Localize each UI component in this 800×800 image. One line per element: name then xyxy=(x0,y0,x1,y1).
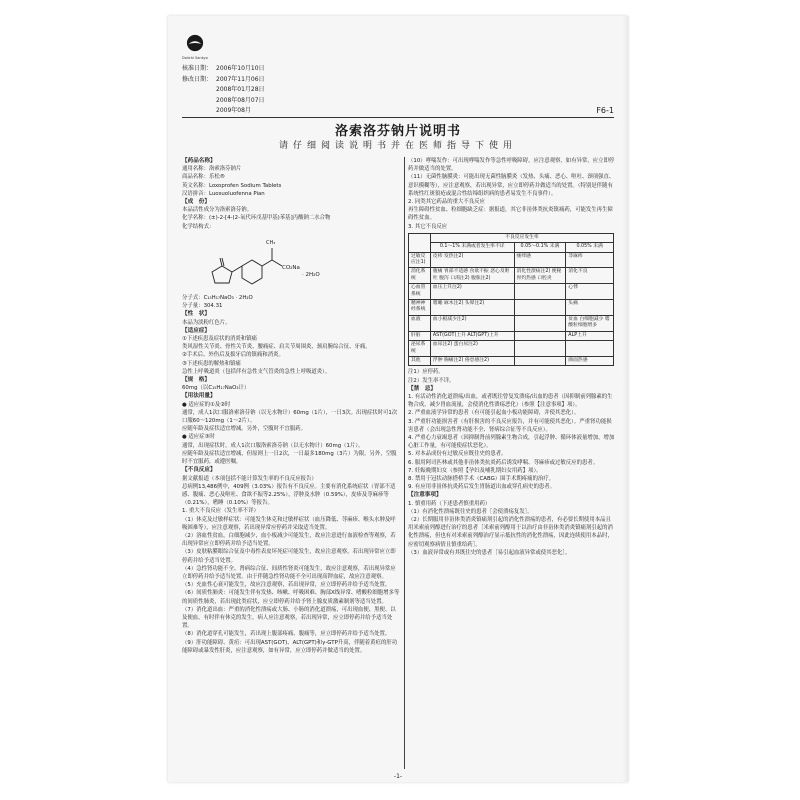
reaction-cell: AST(GOT)上升 ALT(GPT)上升 xyxy=(430,331,514,340)
section-heading-usage: 【用法用量】 xyxy=(182,393,216,400)
text-line: （2）长期服用非甾体类消炎镇痛剂引起的消化性溃疡的患者，有必要长期使用本品且用米索前列醇进行治疗的患者［米索前列醇用于以治疗由非甾体类消炎镇痛剂引起的消化性溃疡，但也有对米索前列醇治疗显示抵抗性的消化性溃疡，因此连续使用本品时，应密切观察病情且慎重给药］。 xyxy=(408,516,613,548)
frequency-header: 不良反应发生率 xyxy=(430,233,613,242)
text-line: 6. 服用阿司匹林或其他非甾体类抗炎药后诱发哮喘、荨麻疹或过敏反应的患者。 xyxy=(408,459,599,466)
text-line: 7. 妊娠晚期妇女（参照【孕妇及哺乳期妇女用药】项）。 xyxy=(408,467,542,474)
text-line: （3）血液异常或有其既往史的患者［易引起血液异常或使其恶化］。 xyxy=(408,549,571,556)
carboxylate-label: CO₂Na xyxy=(282,264,300,271)
table-row xyxy=(409,252,614,268)
adverse-reactions-block xyxy=(182,475,400,655)
table-row xyxy=(409,300,614,316)
text-line: （6）间质性肺炎：可能发生伴有发热、咳嗽、呼吸困难、胸部X线异常、嗜酸粒细胞增多等的间质性肺炎，若出现此类症状，应立即停药并给予肾上腺皮质激素制剂等适当处置。 xyxy=(182,590,400,605)
text-line: （1）有消化性溃疡既往史的患者［会使溃疡复发］。 xyxy=(408,508,533,515)
frequency-column-header: 0.1～1% 未满或者发生率不详 xyxy=(430,243,514,252)
text-line: 注2）发生率不详。 xyxy=(408,377,455,384)
reaction-cell: 腹痛 胃部不适感 食欲不振 恶心及呕吐 腹泻 口渴注2) 腹胀注2) xyxy=(430,268,514,284)
reaction-cell xyxy=(514,331,566,340)
reaction-cell: 血尿注2) 蛋白尿注2) xyxy=(430,341,514,357)
section-heading-composition: 【成 份】 xyxy=(182,199,210,206)
section-heading-indications: 【适应症】 xyxy=(182,327,210,334)
text-line: 分子式：C₁₅H₁₇NaO₃ · 2H₂O xyxy=(182,295,253,302)
formula-block xyxy=(182,294,400,310)
text-line: 8. 禁用于冠状动脉搭桥手术（CABG）围手术期疼痛的治疗。 xyxy=(408,475,555,482)
column-divider xyxy=(404,157,405,769)
reaction-cell: 贫血 白细胞减少 嗜酸粒细胞增多 xyxy=(566,315,614,331)
text-line: 注1）应停药。 xyxy=(408,369,444,376)
text-line: 再生障碍性贫血、粒细胞缺乏症：据报道，其它非甾体类抗炎镇痛药，可能发生再生障碍性贫血。 xyxy=(408,207,613,222)
section-heading-contraindications: 【禁 忌】 xyxy=(408,385,436,392)
text-line: （1）休克及过敏样症状：可能发生休克和过敏样症状（血压降低、荨麻疹、喉头水肿及呼吸困难等），应注意观察，若出现异常应停药并采取适当处置。 xyxy=(182,516,396,531)
text-line: 急性上呼吸道炎（包括伴有急性支气管炎的急性上呼吸道炎）。 xyxy=(182,368,331,375)
organ-system-cell: 血液 xyxy=(409,315,431,331)
methyl-label: CH₃ xyxy=(266,239,276,246)
reaction-cell: 荨麻疹 xyxy=(566,252,614,268)
table-notes xyxy=(408,368,616,384)
organ-system-cell: 其他 xyxy=(409,356,431,365)
text-line: 英文名称：Loxoprofen Sodium Tablets xyxy=(182,182,282,189)
text-line: ②手术后、外伤后及拔牙后的镇痛和消炎。 xyxy=(182,352,284,359)
reaction-cell: 消化不良 xyxy=(566,268,614,284)
reaction-cell: 皮疹 发热注2) xyxy=(430,252,514,268)
text-line: （7）消化道出血：严重的消化性溃疡或大肠、小肠的消化道溃疡，可出现血便、黑便、以及便血，有时伴有休克的发生，病人应注意观察，若出现异常，应立即停药并给予适当处置。 xyxy=(182,606,396,630)
chemical-structure-diagram xyxy=(202,232,332,290)
section-heading-description: 【性 状】 xyxy=(182,311,210,318)
text-line: ①下述疾患及症状的消炎和镇痛 xyxy=(182,336,257,343)
reaction-cell: 颜面热感 xyxy=(566,356,614,365)
text-line: （2）溶血性贫血，白细胞减少，血小板减少可能发生，故应注意进行血液检查等观察，若出现异常应立即停药并给予适当处置。 xyxy=(182,532,396,548)
organ-system-cell: 精神神经系统 xyxy=(409,300,431,316)
contraindications-block xyxy=(408,393,616,491)
text-line: 本品为淡粉红色片。 xyxy=(182,319,231,326)
table-row xyxy=(409,284,614,300)
date-value: 2007年11月06日 xyxy=(216,75,265,83)
text-line: 应随年龄及症状适宜增减。另外，空腹时不宜服药。 xyxy=(182,426,306,433)
approval-dates xyxy=(182,64,265,117)
reaction-cell: 头痛 xyxy=(566,300,614,316)
table-row xyxy=(409,315,614,331)
organ-system-cell: 过敏反应注1) xyxy=(409,252,431,268)
organ-system-cell: 肝脏 xyxy=(409,331,431,340)
date-row xyxy=(182,64,265,75)
text-line: （10）哮喘发作：可出现哮喘发作等急性呼吸障碍，应注意观察，如有异常，应立即停药并做适当的处置。 xyxy=(408,158,615,173)
section-heading-name: 【药品名称】 xyxy=(182,158,216,164)
reaction-cell xyxy=(566,341,614,357)
text-line: 通常，成人1次口服洛索洛芬钠（以无水物计）60mg（1片），一日3次。出现症状时可1次口服60～120mg（1～2片）。 xyxy=(182,409,398,425)
text-line: 1. 重大不良反应（发生率不详） xyxy=(182,508,259,515)
text-line: 通常，出现症状时，成人1次口服洛索洛芬钠（以无水物计）60mg（1片）。 xyxy=(182,442,364,449)
section-heading-adverse-reactions: 【不良反应】 xyxy=(182,467,216,474)
text-line: 1. 有活动性消化道溃疡/出血，或者既往曾复发溃疡/出血的患者（因抑制前列腺素的生物合成，减少胃血流量，会使消化性溃疡恶化）（参照【注意事项】项）。 xyxy=(408,393,613,409)
brand-name: Daiichi Sankyo xyxy=(182,56,208,60)
indications-block xyxy=(182,335,400,376)
date-row xyxy=(182,96,265,107)
text-line: 本品活性成分为洛索洛芬钠。 xyxy=(182,207,253,214)
right-column xyxy=(408,157,616,772)
reaction-cell xyxy=(514,341,566,357)
table-row xyxy=(409,341,614,357)
description-block xyxy=(182,319,400,327)
document-subtitle: 请仔细阅读说明书并在医师指导下使用 xyxy=(278,141,517,151)
adverse-reaction-table-wrap xyxy=(408,233,616,367)
text-line: 总病例13,486例中，409例（3.03%）报告有不良反应。主要有消化系统症状（胃部不适感、腹痛、恶心及呕吐、食欲不振等2.25%），浮肿及水肿（0.59%），皮疹及荨麻疹等（0.21%），嗜睡（0.10%）等报告。 xyxy=(182,483,396,507)
reaction-cell xyxy=(514,284,566,300)
date-value: 2006年10月10日 xyxy=(216,65,265,72)
header-rule xyxy=(182,117,614,118)
text-line: 应随年龄及症状适宜增减，但原则上一日2次，一日最多180mg（3片）为限。另外，空腹时不宜服药，或遵医嘱。 xyxy=(182,450,397,466)
organ-system-cell: 泌尿系统 xyxy=(409,341,431,357)
text-line: 60mg（以C₁₅H₁₇NaO₃计） xyxy=(182,385,250,392)
reaction-cell: 瘙痒感 xyxy=(514,252,566,268)
reaction-cell xyxy=(514,356,566,365)
text-line: （9）肝功能障碍、黄疸：可出现AST(GOT)、ALT(GPT)和γ-GTP升高，伴随着黄疸的肝功能障碍或暴发性肝炎，应注意观察，如有异常，应立即停药并做适当的处置。 xyxy=(182,639,398,654)
date-row xyxy=(182,106,265,117)
precautions-block xyxy=(408,500,616,557)
adverse-reactions-continued xyxy=(408,157,616,231)
reaction-cell: 血压上升注2) xyxy=(430,284,514,300)
organ-system-cell: 消化系统 xyxy=(409,268,431,284)
table-row xyxy=(409,268,614,284)
text-line: 9. 有应用非甾体抗炎药后发生胃肠道出血或穿孔病史的患者。 xyxy=(408,484,556,491)
text-line: 2. 严重血液学异常的患者（有可能引起血小板功能障碍，并使其恶化）。 xyxy=(408,410,580,417)
text-line: 化学名称：(±)-2-[4-(2-氧代环戊基甲基)苯基]丙酸钠二水合物 xyxy=(182,215,331,222)
composition-block xyxy=(182,206,400,231)
package-insert-sheet xyxy=(168,16,628,782)
reaction-cell: 心悸 xyxy=(566,284,614,300)
date-row xyxy=(182,85,265,96)
date-value: 2008年08月07日 xyxy=(216,96,265,104)
reaction-cell: 血小板减少注2) xyxy=(430,315,514,331)
text-line: 据文献报道（本项包括不能计算发生率的不良反应报告） xyxy=(182,475,317,482)
reaction-cell: 消化性溃疡注2) 便秘 胃灼热感 口腔炎 xyxy=(514,268,566,284)
reaction-cell: 嗜睡 麻木注2) 头晕注2) xyxy=(430,300,514,316)
text-line: （4）急性肾功能不全、肾病综合征、间质性肾炎可能发生，故应注意观察，若出现异常应立即停药并给予适当处置。由于伴随急性肾功能不全可出现高钾血症，故应注意观察。 xyxy=(182,565,396,580)
text-line: 通用名称：洛索洛芬钠片 xyxy=(182,166,242,173)
usage-block xyxy=(182,401,400,467)
organ-system-cell: 心血管系统 xyxy=(409,284,431,300)
text-line: ● 适应症③时 xyxy=(182,434,215,441)
name-block xyxy=(182,165,400,198)
document-title: 洛索洛芬钠片说明书 xyxy=(334,124,461,139)
text-line: 汉语拼音：Luosuoluofenna Pian xyxy=(182,190,265,197)
text-line: （8）消化道穿孔可能发生，若出现上腹部疼痛、腹痛等，应立即停药并给予适当处置。 xyxy=(182,631,391,638)
frequency-column-header: 0.05% 未满 xyxy=(566,243,614,252)
text-line: 3. 严重肝功能损害者（有肝损害的不良反应报告，并有可能使其恶化）。严重肾功能损害患者（会出现急性肾功能不全、肾病综合征等不良反应）。 xyxy=(408,418,612,433)
text-line: 商品名称：乐松® xyxy=(182,174,226,181)
text-line: 3. 其它不良反应 xyxy=(408,223,448,230)
specification-block xyxy=(182,384,400,392)
text-line: 1. 慎重用药（下述患者慎重用药） xyxy=(408,500,491,507)
text-line: ● 适应症的①及②时 xyxy=(182,401,231,408)
text-line: 5. 对本品成份有过敏反应既往史的患者。 xyxy=(408,451,507,458)
text-line: （11）无菌性脑膜炎：可能出现无菌性脑膜炎（发热、头痛、恶心、呕吐、颈项强直、意识模糊等），应注意观察，若出现异常，应立即停药并做适当的处置。（特别是伴随有系统性红斑狼疮或混合性结缔组织病的患者易发生不良事件）。 xyxy=(408,174,615,197)
document-code: F6-1 xyxy=(596,106,614,115)
left-column xyxy=(182,157,400,772)
reaction-cell xyxy=(514,300,566,316)
frequency-column-header: 0.05～0.1% 未满 xyxy=(514,243,566,252)
date-value: 2008年01月28日 xyxy=(216,86,265,93)
page-number: -1- xyxy=(393,773,403,780)
table-row xyxy=(409,331,614,340)
date-row xyxy=(182,75,265,86)
text-line: 2. 同类其它药品的重大不良反应 xyxy=(408,199,485,206)
table-row xyxy=(409,356,614,365)
text-line: ③下述疾患的解热和镇痛 xyxy=(182,360,241,367)
hydrate-label: · 2H₂O xyxy=(302,271,320,278)
date-value: 2009年08月 xyxy=(216,107,251,114)
date-label: 修改日期： xyxy=(182,75,213,83)
section-heading-specification: 【规 格】 xyxy=(182,377,210,384)
text-line: 化学结构式： xyxy=(182,223,215,230)
text-line: （5）充血性心衰可能发生，故应注意观察，若出现异常，应立即停药并给予适当处置。 xyxy=(182,582,391,589)
text-line: （3）皮肤粘膜眼综合征及中毒性表皮坏死症可能发生，故应注意观察，若出现异常应立即停药并给予适当处置。 xyxy=(182,549,396,564)
text-line: 类风湿性关节炎、骨性关节炎、腰痛症、肩关节周围炎、颈肩腕综合征、牙痛。 xyxy=(182,344,371,351)
text-line: 4. 严重心力衰竭患者（因抑制肾前列腺素生物合成，引起浮肿、循环体液量增加，增加心脏工作量，有可能使症状恶化）。 xyxy=(408,434,615,450)
date-label: 核准日期： xyxy=(182,65,213,72)
reaction-cell xyxy=(514,315,566,331)
reaction-cell: ALP上升 xyxy=(566,331,614,340)
text-line: 分子量：304.31 xyxy=(182,303,223,310)
reaction-cell: 浮肿 胸痛注2) 倦怠感注2) xyxy=(430,356,514,365)
adverse-reaction-table xyxy=(408,233,614,367)
section-heading-precautions: 【注意事项】 xyxy=(408,492,442,499)
company-logo-icon xyxy=(186,34,204,52)
